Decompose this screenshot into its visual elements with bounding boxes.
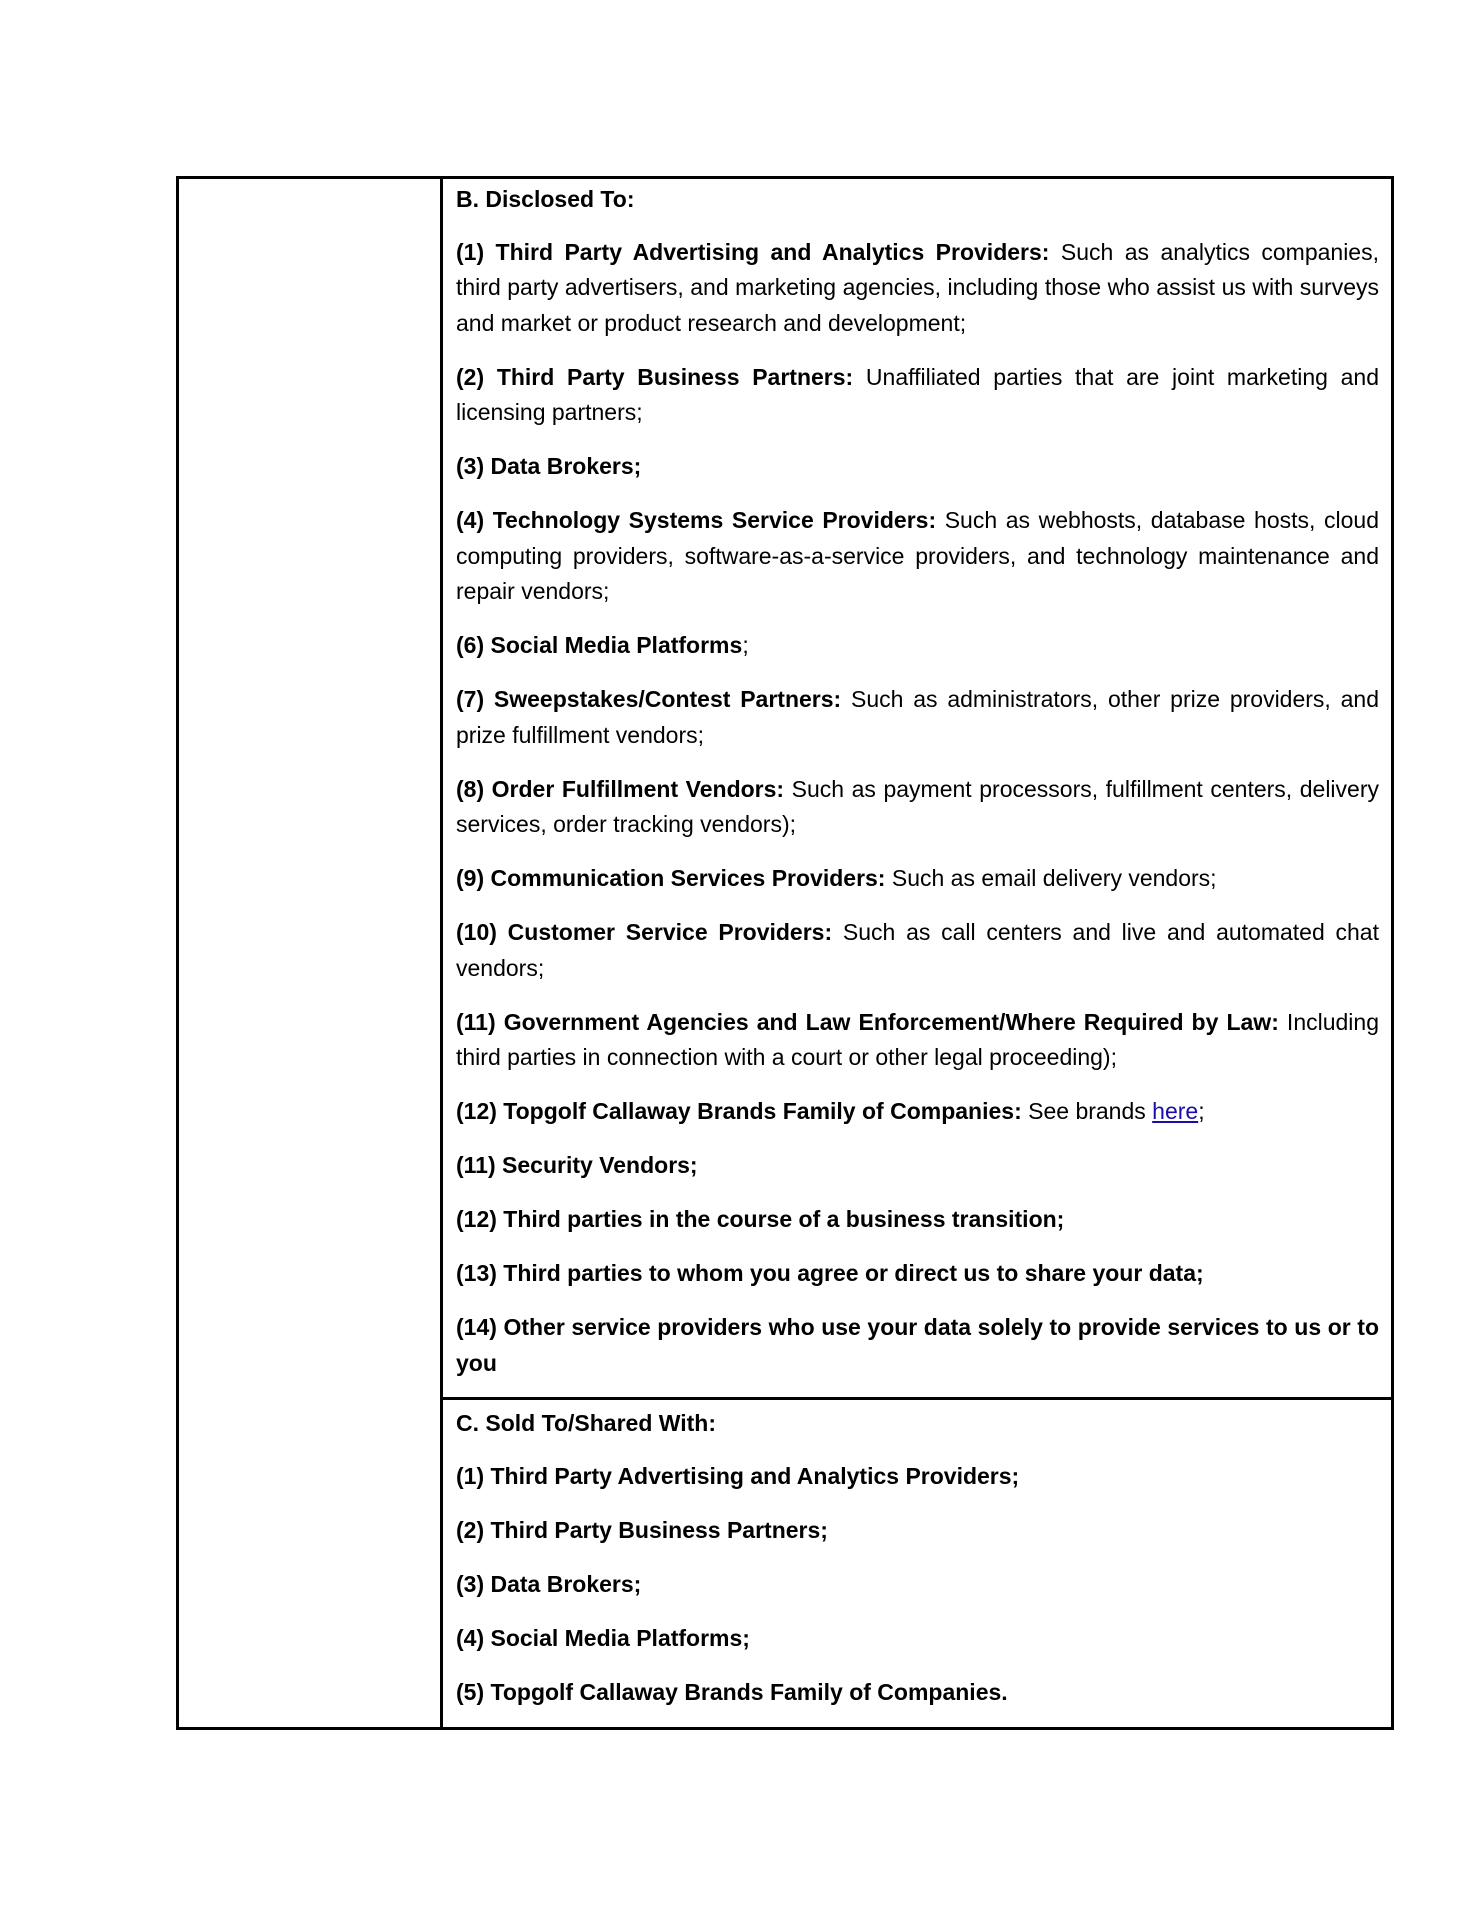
category-column-empty (179, 179, 443, 1727)
disclosed-item: (10) Customer Service Providers: Such as call centers and live and automated chat vendors; (456, 919, 1379, 981)
disclosed-item: (8) Order Fulfillment Vendors: Such as payment processors, fulfillment centers, delivery services, order tracking vendors); (456, 775, 1379, 837)
sold-shared-cell (443, 1400, 1391, 1727)
disclosed-item: (1) Third Party Advertising and Analytics Providers: Such as analytics companies, third party advertisers, and marketing agencies, including those who assist us with surveys and market or product research and development; (456, 238, 1379, 336)
sold-item: (1) Third Party Advertising and Analytics Providers; (456, 1462, 1020, 1489)
sold-item: (2) Third Party Business Partners; (456, 1516, 828, 1543)
disclosed-item: (14) Other service providers who use your data solely to provide services to us or to you (456, 1314, 1379, 1376)
brands-here-link[interactable]: here (1152, 1098, 1199, 1124)
disclosed-item-brands: (12) Topgolf Callaway Brands Family of Companies: See brands here; (456, 1098, 1205, 1124)
disclosed-item: (13) Third parties to whom you agree or direct us to share your data; (456, 1260, 1204, 1286)
sold-item: (5) Topgolf Callaway Brands Family of Companies. (456, 1678, 1008, 1705)
disclosed-item: (7) Sweepstakes/Contest Partners: Such as administrators, other prize providers, and prize fulfillment vendors; (456, 686, 1379, 748)
disclosed-item: (12) Third parties in the course of a business transition; (456, 1206, 1065, 1232)
disclosed-item: (3) Data Brokers; (456, 453, 642, 479)
disclosed-item: (2) Third Party Business Partners: Unaffiliated parties that are joint marketing and licensing partners; (456, 363, 1379, 425)
disclosure-table (176, 176, 1394, 1730)
disclosed-item: (4) Technology Systems Service Providers: Such as webhosts, database hosts, cloud computing providers, software-as-a-service providers, and technology maintenance and repair vendors; (456, 507, 1379, 604)
sold-item: (4) Social Media Platforms; (456, 1624, 750, 1651)
disclosed-heading: B. Disclosed To: (456, 186, 635, 212)
disclosed-item: (11) Security Vendors; (456, 1152, 698, 1178)
disclosed-item: (11) Government Agencies and Law Enforcement/Where Required by Law: Including third parties in connection with a court or other legal proceeding); (456, 1008, 1379, 1070)
sold-item: (3) Data Brokers; (456, 1570, 642, 1597)
disclosed-item: (9) Communication Services Providers: Such as email delivery vendors; (456, 865, 1217, 891)
disclosed-to-cell (443, 179, 1391, 1400)
sold-heading: C. Sold To/Shared With: (456, 1410, 717, 1436)
disclosed-item: (6) Social Media Platforms; (456, 632, 749, 658)
